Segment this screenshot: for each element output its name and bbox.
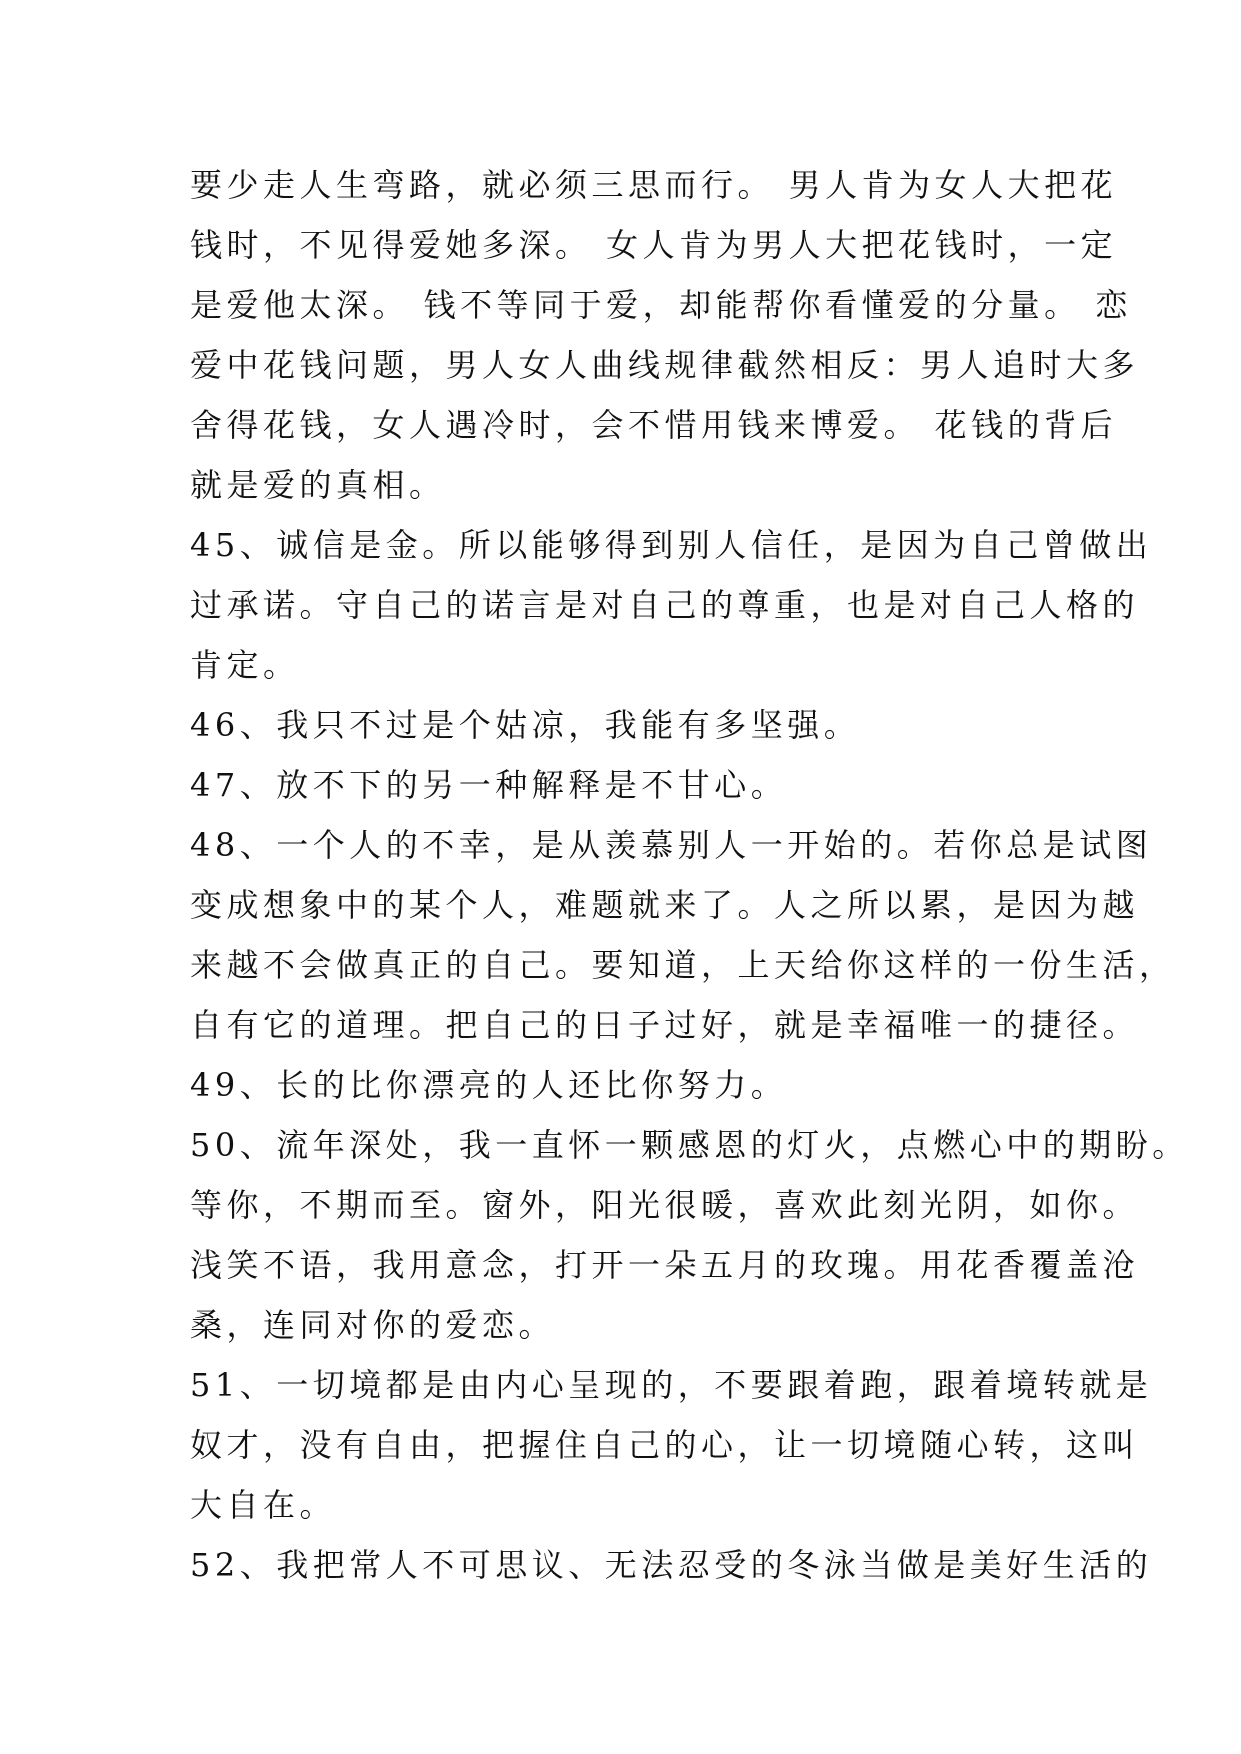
text-line: 大自在。	[190, 1486, 337, 1524]
text-line: 是爱他太深。 钱不等同于爱，却能帮你看懂爱的分量。 恋	[190, 286, 1132, 324]
text-line: 自有它的道理。把自己的日子过好，就是幸福唯一的捷径。	[190, 1006, 1140, 1044]
text-line: 等你，不期而至。窗外，阳光很暖，喜欢此刻光阴，如你。	[190, 1186, 1140, 1224]
text-line: 舍得花钱，女人遇冷时，会不惜用钱来博爱。 花钱的背后	[190, 406, 1118, 444]
text-line: 来越不会做真正的自己。要知道，上天给你这样的一份生活，	[190, 946, 1176, 984]
text-line: 桑，连同对你的爱恋。	[190, 1306, 556, 1344]
document-body	[190, 155, 1189, 1595]
text-line: 48、一个人的不幸，是从羡慕别人一开始的。若你总是试图	[190, 826, 1153, 864]
text-line: 浅笑不语，我用意念，打开一朵五月的玫瑰。用花香覆盖沧	[190, 1246, 1140, 1284]
text-line: 47、放不下的另一种解释是不甘心。	[190, 766, 788, 804]
text-line: 变成想象中的某个人，难题就来了。人之所以累，是因为越	[190, 886, 1140, 924]
text-line: 45、诚信是金。所以能够得到别人信任，是因为自己曾做出	[190, 526, 1153, 564]
text-line: 46、我只不过是个姑凉，我能有多坚强。	[190, 706, 861, 744]
text-line: 51、一切境都是由内心呈现的，不要跟着跑，跟着境转就是	[190, 1366, 1153, 1404]
text-line: 过承诺。守自己的诺言是对自己的尊重，也是对自己人格的	[190, 586, 1140, 624]
text-line: 要少走人生弯路，就必须三思而行。 男人肯为女人大把花	[190, 166, 1118, 204]
text-line: 50、流年深处，我一直怀一颗感恩的灯火，点燃心中的期盼。	[190, 1126, 1189, 1164]
text-line: 爱中花钱问题，男人女人曲线规律截然相反：男人追时大多	[190, 346, 1140, 384]
text-line: 肯定。	[190, 646, 300, 684]
text-line: 52、我把常人不可思议、无法忍受的冬泳当做是美好生活的	[190, 1546, 1153, 1584]
text-line: 奴才，没有自由，把握住自己的心，让一切境随心转，这叫	[190, 1426, 1140, 1464]
text-line: 钱时，不见得爱她多深。 女人肯为男人大把花钱时，一定	[190, 226, 1118, 264]
text-line: 49、长的比你漂亮的人还比你努力。	[190, 1066, 788, 1104]
text-line: 就是爱的真相。	[190, 466, 446, 504]
